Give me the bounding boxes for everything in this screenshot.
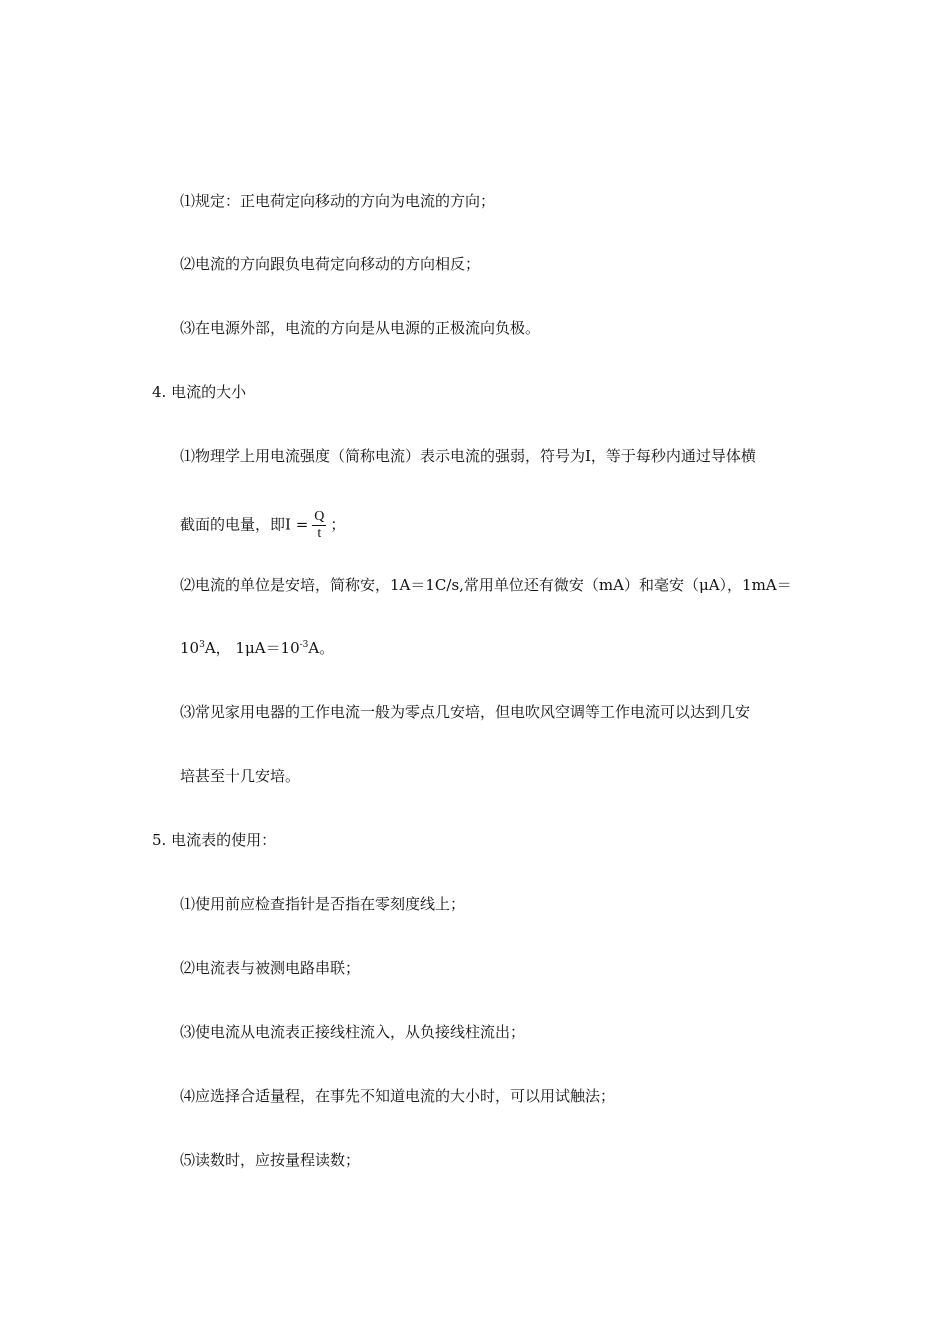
unit-ma-base: 10 (180, 639, 200, 657)
magnitude-item-1-line-2 (180, 509, 345, 542)
ammeter-item-3: ⑶使电流从电流表正接线柱流入，从负接线柱流出； (180, 1023, 526, 1041)
magnitude-item-2-line-2 (180, 638, 334, 658)
ammeter-item-2: ⑵电流表与被测电路串联； (180, 959, 361, 977)
direction-item-2: ⑵电流的方向跟负电荷定向移动的方向相反； (180, 255, 481, 273)
section-heading-ammeter: 5. 电流表的使用： (152, 831, 277, 849)
charge-over-time-fraction (312, 509, 326, 542)
unit-ua-exponent: -3 (299, 640, 309, 650)
magnitude-item-1-end: ； (330, 515, 346, 534)
magnitude-item-3-line-1: ⑶常见家用电器的工作电流一般为零点几安培，但电吹风空调等工作电流可以达到几安 (180, 703, 751, 721)
unit-ua-text: A， 1μA＝10 (204, 639, 300, 657)
magnitude-item-1-line-1: ⑴物理学上用电流强度（简称电流）表示电流的强弱，符号为I，等于每秒内通过导体横 (180, 447, 756, 465)
unit-ma-exponent: 3 (199, 640, 205, 650)
unit-ua-end: A。 (308, 639, 335, 657)
direction-item-1: ⑴规定：正电荷定向移动的方向为电流的方向； (180, 192, 496, 210)
magnitude-item-2-line-1: ⑵电流的单位是安培，简称安，1A＝1C/s,常用单位还有微安（mA）和毫安（μA），1mA＝ (180, 576, 792, 594)
magnitude-item-3-line-2: 培甚至十几安培。 (180, 767, 301, 785)
section-heading-magnitude: 4. 电流的大小 (152, 383, 247, 401)
ammeter-item-4: ⑷应选择合适量程，在事先不知道电流的大小时，可以用试触法； (180, 1087, 616, 1105)
direction-item-3: ⑶在电源外部，电流的方向是从电源的正极流向负极。 (180, 319, 541, 337)
fraction-numerator: Q (314, 509, 325, 524)
magnitude-item-1-text: 截面的电量，即I = (180, 515, 309, 534)
ammeter-item-5: ⑸读数时，应按量程读数； (180, 1151, 361, 1169)
fraction-denominator: t (317, 526, 322, 541)
ammeter-item-1: ⑴使用前应检查指针是否指在零刻度线上； (180, 895, 466, 913)
